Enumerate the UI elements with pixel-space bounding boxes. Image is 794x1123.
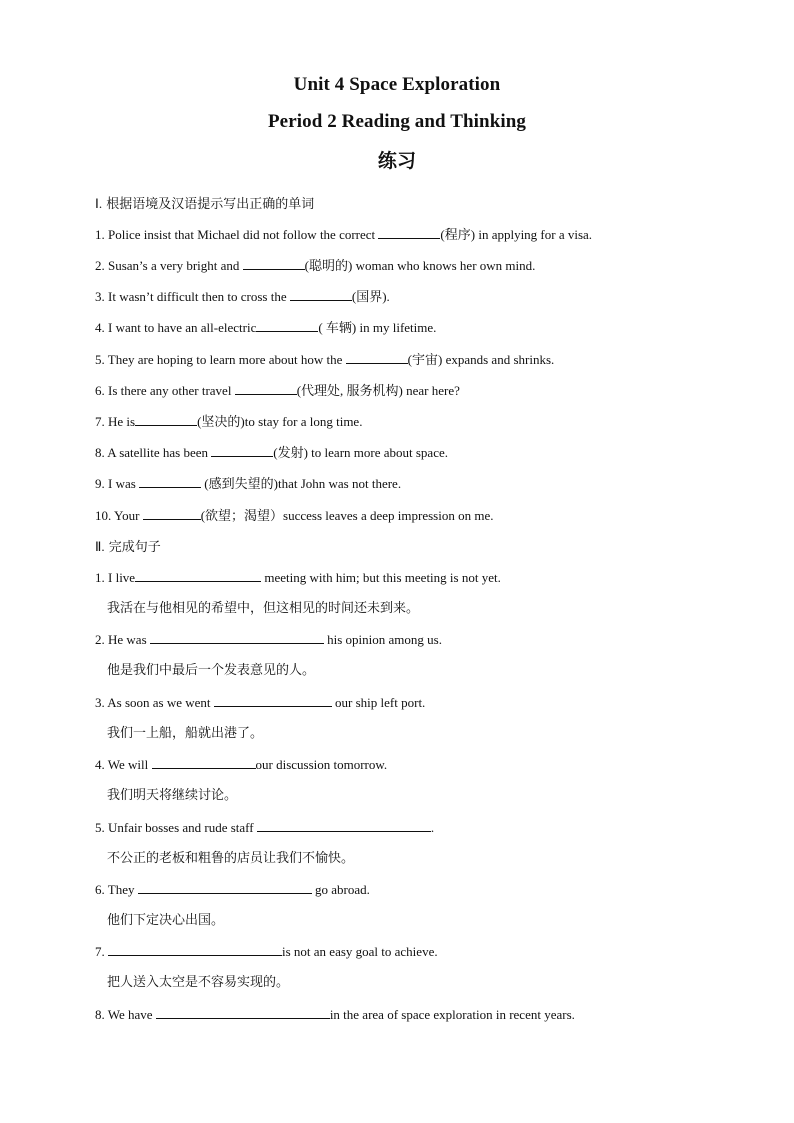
s1-item-3-after: (国界). [351,289,390,304]
s2-item-1-after: meeting with him; but this meeting is not yet. [261,570,501,585]
s2-item-3-after: our ship left port. [331,695,426,710]
s2-item-8-after: in the area of space exploration in recent years. [329,1007,575,1022]
s2-item-3 [95,694,425,712]
s2-item-8 [95,1006,575,1024]
s1-item-5 [95,351,554,369]
s2-item-7-blank[interactable] [108,943,282,956]
s2-item-2 [95,631,442,649]
s2-item-4 [95,756,387,774]
unit-title: Unit 4 Space Exploration [293,74,501,95]
s2-item-8-before: 8. We have [95,1007,156,1022]
s1-item-3 [95,288,390,306]
s2-item-6-before: 6. They [95,882,138,897]
s1-item-9 [95,475,401,493]
s2-item-2-before: 2. He was [95,632,150,647]
s1-item-5-before: 5. They are hoping to learn more about how the [95,352,346,367]
s1-item-8-before: 8. A satellite has been [95,445,212,460]
s2-item-4-before: 4. We will [95,757,152,772]
s1-item-9-before: 9. I was [95,476,140,491]
s1-item-6-after: (代理处, 服务机构) near here? [296,383,460,398]
s1-item-2-after: (聪明的) woman who knows her own mind. [304,258,536,273]
s1-item-8-blank[interactable] [211,444,273,457]
s1-item-7 [95,413,362,431]
s2-item-7-before: 7. [95,944,108,959]
s1-item-4-before: 4. I want to have an all-electric [95,320,257,335]
s2-item-5-before: 5. Unfair bosses and rude staff [95,820,257,835]
s1-item-4-after: ( 车辆) in my lifetime. [318,320,437,335]
s1-item-8-after: (发射) to learn more about space. [273,445,448,460]
s2-item-6-blank[interactable] [138,881,312,894]
s1-item-2-before: 2. Susan’s a very bright and [95,258,243,273]
s1-item-9-blank[interactable] [139,475,201,488]
s1-item-7-after: (坚决的)to stay for a long time. [197,414,363,429]
s2-item-5-translation: 不公正的老板和粗鲁的店员让我们不愉快。 [107,851,355,866]
section-1-heading [95,195,314,214]
s2-item-1-blank[interactable] [135,569,261,582]
s2-item-1-before: 1. I live [95,570,136,585]
s2-item-2-translation: 他是我们中最后一个发表意见的人。 [107,663,316,678]
s2-item-7-translation: 把人送入太空是不容易实现的。 [107,975,290,990]
s1-item-4-blank[interactable] [256,319,318,332]
exercise-title: 练习 [377,150,417,172]
s2-item-3-blank[interactable] [214,694,332,707]
s2-item-4-after: our discussion tomorrow. [255,757,388,772]
s1-item-3-before: 3. It wasn’t difficult then to cross the [95,289,290,304]
s1-item-9-after: (感到失望的)that John was not there. [201,476,402,491]
s2-item-2-blank[interactable] [150,631,324,644]
s2-item-7-after: is not an easy goal to achieve. [282,944,438,959]
s2-item-4-blank[interactable] [152,756,256,769]
s1-item-1-blank[interactable] [378,226,440,239]
section-2-numeral: Ⅱ. [95,539,105,554]
s1-item-6-blank[interactable] [235,382,297,395]
s2-item-3-translation: 我们一上船，船就出港了。 [107,726,264,741]
s1-item-1-before: 1. Police insist that Michael did not follow the correct [95,227,379,242]
s1-item-5-blank[interactable] [346,351,408,364]
s1-item-1 [95,226,592,244]
s2-item-1-translation: 我活在与他相见的希望中，但这相见的时间还未到来。 [107,601,420,616]
s1-item-10-blank[interactable] [143,507,201,520]
s1-item-4 [95,319,436,337]
s1-item-5-after: (宇宙) expands and shrinks. [407,352,555,367]
section-1-numeral: Ⅰ. [95,196,103,211]
s2-item-5 [95,819,434,837]
s1-item-10-after: (欲望；渴望）success leaves a deep impression on me. [200,508,494,523]
s1-item-2-blank[interactable] [243,257,305,270]
s2-item-6-after: go abroad. [311,882,370,897]
s1-item-1-after: (程序) in applying for a visa. [440,227,593,242]
s1-item-6-before: 6. Is there any other travel [95,383,235,398]
section-2-heading-text: 完成句子 [108,540,161,555]
s2-item-3-before: 3. As soon as we went [95,695,214,710]
s1-item-7-before: 7. He is [95,414,136,429]
s1-item-2 [95,257,535,275]
s2-item-2-after: his opinion among us. [323,632,442,647]
section-2-heading [95,538,161,557]
s2-item-5-after: . [430,820,435,835]
s1-item-10-before: 10. Your [95,508,143,523]
s2-item-6 [95,881,370,899]
s2-item-4-translation: 我们明天将继续讨论。 [107,788,238,803]
s1-item-7-blank[interactable] [135,413,197,426]
s2-item-7 [95,943,438,961]
s2-item-1 [95,569,501,587]
s1-item-10 [95,507,493,525]
s2-item-8-blank[interactable] [156,1006,330,1019]
s1-item-6 [95,382,460,400]
section-1-heading-text: 根据语境及汉语提示写出正确的单词 [106,197,315,212]
s2-item-6-translation: 他们下定决心出国。 [107,913,225,928]
period-title: Period 2 Reading and Thinking [267,111,527,132]
s1-item-3-blank[interactable] [290,288,352,301]
s1-item-8 [95,444,448,462]
s2-item-5-blank[interactable] [257,819,431,832]
